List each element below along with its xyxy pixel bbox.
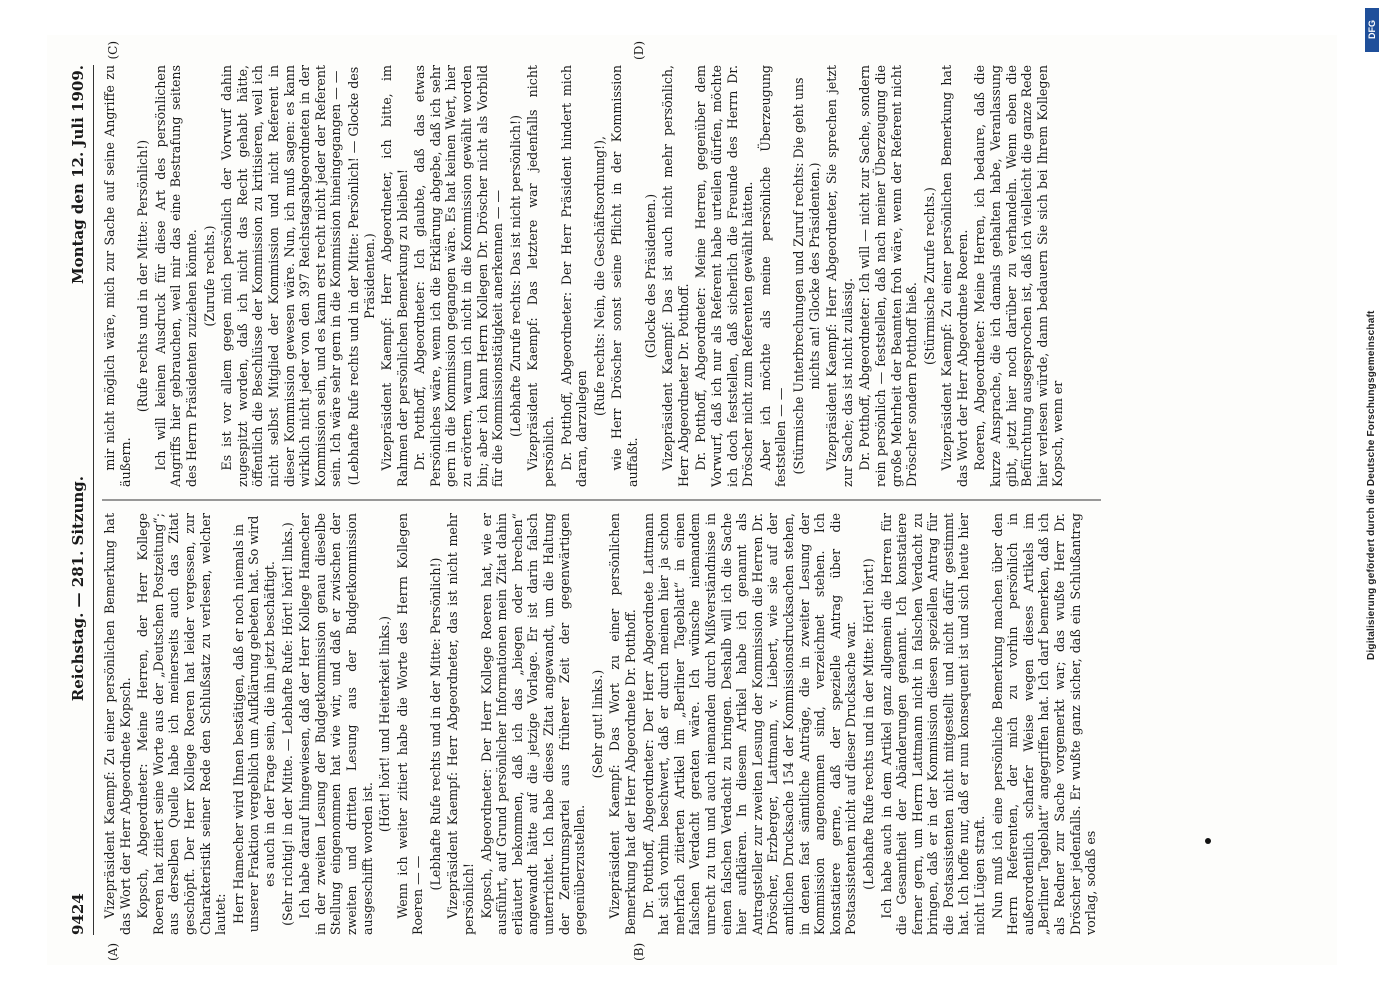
paragraph: Kopsch, Abgeordneter: Der Herr Kollege Roeren hat, wie er ausführt, auf Grund persönlicher Informationen mein Zitat dahin erläutert bekommen, daß ich das „biegen oder brechen“ angewandt hätte auf die jetzige Vorlage. Er ist darin falsch unterrichtet. Ich habe dieses Zitat angewandt, um die Haltung der Zentrumspartei aus früherer Zeit der gegenwärtigen gegenüberzustellen.	[478, 513, 587, 935]
page-number: 9424	[68, 893, 87, 935]
paragraph: mir nicht möglich wäre, mich zur Sache auf seine Angriffe zu äußern.	[101, 65, 133, 487]
session-title: Reichstag. — 281. Sitzung.	[68, 475, 87, 702]
paragraph: Roeren, Abgeordneter: Meine Herren, ich bedaure, daß die kurze Ansprache, die ich damals gehalten habe, Veranlassung gibt, jetzt hier noch darüber zu verhandeln. Wenn eben die Befürchtung ausgesprochen ist, daß ich vielleicht die ganze Rede hier verlesen würde, dann bedauern Sie sich bei Ihrem Kollegen Kopsch, wenn er	[971, 65, 1065, 487]
rotated-document-page	[47, 35, 1337, 965]
paragraph: Vizepräsident Kaempf: Das Wort zu einer persönlichen Bemerkung hat der Herr Abgeordnete Dr. Potthoff.	[606, 513, 638, 935]
paragraph: Dr. Potthoff, Abgeordneter: Der Herr Präsident hindert mich daran, darzulegen	[558, 65, 589, 487]
interjection: (Lebhafte Zurufe rechts: Das ist nicht persönlich!)	[507, 115, 523, 437]
paragraph: Vizepräsident Kaempf: Zu einer persönlichen Bemerkung hat das Wort der Herr Abgeordnete Roeren.	[938, 65, 970, 487]
quotation: Herr Hamecher wird Ihnen bestätigen, daß er noch niemals in unserer Fraktion vergeblich um Aufklärung gebeten hat. So wird es auch in der Frage sein, die ihn jetzt beschäftigt.	[230, 515, 277, 933]
interjection: (Sehr richtig! in der Mitte. — Lebhafte Rufe: Hört! hört! links.)	[279, 522, 295, 926]
column-rule	[102, 500, 1101, 501]
interjection: (Rufe rechts: Nein, die Geschäftsordnung!),	[591, 135, 607, 417]
dfg-logo-icon: DFG	[1365, 8, 1379, 52]
interjection: (Lebhafte Rufe rechts und in der Mitte: Persönlich!)	[427, 557, 443, 891]
paragraph: Ich habe auch in dem Artikel ganz allgemein die Herren für die Gesamtheit der Abänderungen genannt. Ich konstatiere ferner gern, um Herrn Lattmann nicht in falschen Verdacht zu bringen, daß er in der Kommission diesen speziellen Antrag für die Postassistenten nicht mitgestellt und nicht dafür gestimmt hat. Ich hoffe nur, daß er nun konsequent ist und sich heute hier nicht Lügen straft.	[878, 513, 987, 935]
interjection: (Zurufe rechts.)	[201, 225, 217, 327]
paragraph: Dr. Potthoff, Abgeordneter: Der Herr Abgeordnete Lattmann hat sich vorhin beschwert, daß er durch meinen hier ja schon mehrfach zitierten Artikel im „Berliner Tageblatt“ in einen falschen Verdacht geraten wäre. Ich wünsche niemandem unrecht zu tun und auch niemanden durch Mißverständnisse in einen falschen Verdacht zu bringen. Deshalb will ich die Sache hier aufklären. In diesem Artikel habe ich genannt als Antragsteller zur zweiten Lesung der Kommission die Herren Dr. Dröscher, Erzberger, Lattmann, v. Liebert, wie sie auf der amtlichen Drucksache 154 der Kommissionsdrucksachen stehen, in denen fast sämtliche Anträge, die in zweiter Lesung der Kommission angenommen sind, verzeichnet stehen. Ich konstatiere gerne, daß der spezielle Antrag über die Postassistenten nicht auf dieser Drucksache war.	[640, 513, 858, 935]
margin-marker-d: (D)	[631, 41, 646, 60]
paragraph: Vizepräsident Kaempf: Zu einer persönlichen Bemerkung hat das Wort der Herr Abgeordnete Kopsch.	[101, 513, 133, 935]
interjection: (Stürmische Zurufe rechts.)	[921, 187, 937, 365]
paragraph: wie Herr Dröscher sonst seine Pflicht in der Kommission auffaßt.	[608, 65, 640, 487]
scan-dot	[1205, 838, 1211, 844]
interjection: (Lebhafte Rufe rechts und in der Mitte: Hört! hört!)	[860, 558, 876, 890]
paragraph: Nun muß ich eine persönliche Bemerkung machen über den Herrn Referenten, der mich zu vorhin persönlich in außerordentlich scharfer Weise wegen dieses Artikels im „Berliner Tageblatt“ angegriffen hat. Ich darf bemerken, daß ich als Redner zur Sache vorgemerkt war; das wußte Herr Dr. Dröscher jedenfalls. Er wußte ganz sicher, daß ein Schlußantrag vorlag, sodaß es	[989, 513, 1098, 935]
paragraph: Aber ich möchte als meine persönliche Überzeugung feststellen — —	[757, 65, 788, 487]
paragraph: Dr. Potthoff, Abgeordneter: Meine Herren, gegenüber dem Vorwurf, daß ich nur als Referent habe urteilen dürfen, möchte ich doch feststellen, daß sicherlich die Freunde des Herrn Dr. Dröscher nicht zum Referenten gewählt hätten.	[692, 65, 755, 487]
paragraph: Vizepräsident Kaempf: Das letztere war jedenfalls nicht persönlich.	[524, 65, 556, 487]
interjection: (Lebhafte Rufe rechts und in der Mitte: Persönlich! — Glocke des Präsidenten.)	[345, 66, 376, 486]
paragraph: Dr. Potthoff, Abgeordneter: Ich glaubte, daß das etwas Persönliches wäre, wenn ich die Erklärung abgebe, daß ich sehr gern in die Kommission gegangen wäre. Es hat keinen Wert, hier zu erörtern, warum ich nicht in die Kommission gewählt worden bin; aber ich kann Herrn Kollegen Dr. Dröscher nicht als Vorbild für die Kommissionstätigkeit anerkennen — —	[411, 65, 505, 487]
right-column	[102, 65, 1101, 487]
paragraph: Dr. Potthoff, Abgeordneter: Ich will — nicht zur Sache, sondern rein persönlich — feststellen, daß nach meiner Überzeugung die große Mehrheit der Beamten froh wäre, wenn der Referent nicht Dröscher sondern Potthoff hieß.	[856, 65, 919, 487]
paragraph: Vizepräsident Kaempf: Herr Abgeordneter, Sie sprechen jetzt zur Sache; das ist nicht zulässig.	[823, 65, 855, 487]
paragraph: Vizepräsident Kaempf: Herr Abgeordneter, ich bitte, im Rahmen der persönlichen Bemerkung zu bleiben!	[378, 65, 410, 487]
interjection: (Rufe rechts und in der Mitte: Persönlich!)	[134, 139, 150, 413]
paragraph: Vizepräsident Kaempf: Herr Abgeordneter, das ist nicht mehr persönlich!	[444, 513, 476, 935]
margin-marker-c: (C)	[105, 41, 120, 60]
margin-marker-b: (B)	[631, 942, 646, 961]
paragraph: Ich will keinen Ausdruck für diese Art des persönlichen Angriffs hier gebrauchen, weil mir das eine Bestrafung seitens des Herrn Präsidenten zuziehen könnte.	[152, 65, 199, 487]
text-columns	[101, 41, 1101, 961]
session-date: Montag den 12. Juli 1909.	[68, 65, 87, 284]
paragraph: Ich habe darauf hingewiesen, daß der Herr Kollege Hamecher in der zweiten Lesung der Budgetkommission genau dieselbe Stellung eingenommen hat wie wir, und daß er zwischen der zweiten und dritten Lesung aus der Budgetkommission ausgeschifft worden ist.	[296, 513, 374, 935]
interjection: (Glocke des Präsidenten.)	[642, 193, 658, 359]
interjection: (Sehr gut! links.)	[589, 669, 605, 779]
digitization-credit: Digitalisierung gefördert durch die Deutsche Forschungsgemeinschaft	[1366, 310, 1377, 660]
margin-marker-a: (A)	[105, 942, 120, 961]
paragraph: Kopsch, Abgeordneter: Meine Herren, der Herr Kollege Roeren hat zitiert seine Worte aus der „Deutschen Postzeitung“; aus derselben Quelle habe ich meinerseits auch das Zitat geschöpft. Der Herr Kollege Roeren hat leider vergessen, zur Charakteristik seiner Rede den Schlußsatz zu verlesen, welcher lautet:	[134, 513, 228, 935]
interjection: (Stürmische Unterbrechungen und Zuruf rechts: Die geht uns nichts an! Glocke des Präsidenten.)	[790, 77, 822, 475]
left-column	[102, 513, 1101, 935]
paragraph: Es ist vor allem gegen mich persönlich der Vorwurf dahin zugespitzt worden, daß ich nicht das Recht gehabt hätte, öffentlich die Beschlüsse der Kommission zu kritisieren, weil ich nicht selbst Mitglied der Kommission und nicht Referent in dieser Kommission gewesen wäre. Nun, ich muß sagen: es kann wirklich nicht jeder von den 397 Reichstagsabgeordneten in der Kommission sein, und es kann erst recht nicht jeder der Referent sein. Ich wäre sehr gern in die Kommission hineingegangen — —	[218, 65, 343, 487]
paragraph: Wenn ich weiter zitiert habe die Worte des Herrn Kollegen Roeren — —	[394, 513, 425, 935]
running-head	[69, 65, 94, 935]
paragraph: Vizepräsident Kaempf: Das ist auch nicht mehr persönlich, Herr Abgeordneter Dr. Potthoff.	[659, 65, 691, 487]
interjection: (Hört! hört! und Heiterkeit links.)	[376, 615, 392, 833]
